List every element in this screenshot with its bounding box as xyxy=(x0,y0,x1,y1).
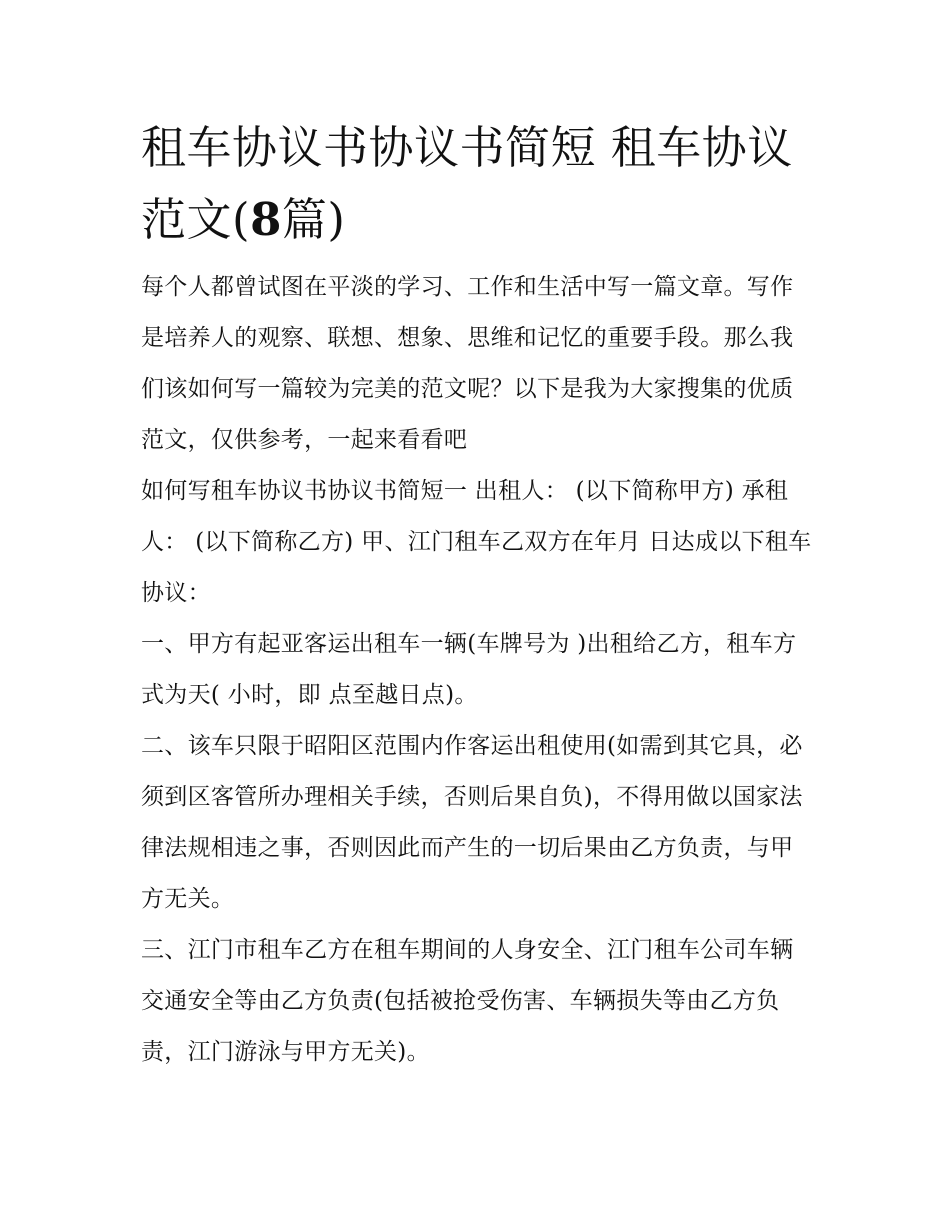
document-title xyxy=(141,112,813,256)
title-count: 8 xyxy=(250,193,282,246)
paragraph-clause-2: 二、该车只限于昭阳区范围内作客运出租使用(如需到其它具，必须到区客管所办理相关手续，否则后果自负)，不得用做以国家法律法规相违之事，否则因此而产生的一切后果由乙方负责，与甲方无关。 xyxy=(141,733,803,912)
title-text-end: 篇) xyxy=(281,193,346,246)
document-body xyxy=(141,112,813,1078)
paragraph-parties: 如何写租车协议书协议书简短一 出租人： (以下简称甲方) 承租人： (以下简称乙方) 甲、江门租车乙双方在年月 日达成以下租车协议： xyxy=(141,478,812,606)
paragraph-clause-1: 一、甲方有起亚客运出租车一辆(车牌号为 )出租给乙方，租车方式为天( 小时，即 点至越日点)。 xyxy=(141,631,797,708)
title-text-main: 租车协议书协议书简短 租车协议范文( xyxy=(141,121,793,246)
paragraph-clause-3: 三、江门市租车乙方在租车期间的人身安全、江门租车公司车辆交通安全等由乙方负责(包括被抢受伤害、车辆损失等由乙方负责，江门游泳与甲方无关)。 xyxy=(141,937,794,1065)
paragraph-intro: 每个人都曾试图在平淡的学习、工作和生活中写一篇文章。写作是培养人的观察、联想、想象、思维和记忆的重要手段。那么我们该如何写一篇较为完美的范文呢？以下是我为大家搜集的优质范文，仅供参考，一起来看看吧 xyxy=(141,274,794,453)
